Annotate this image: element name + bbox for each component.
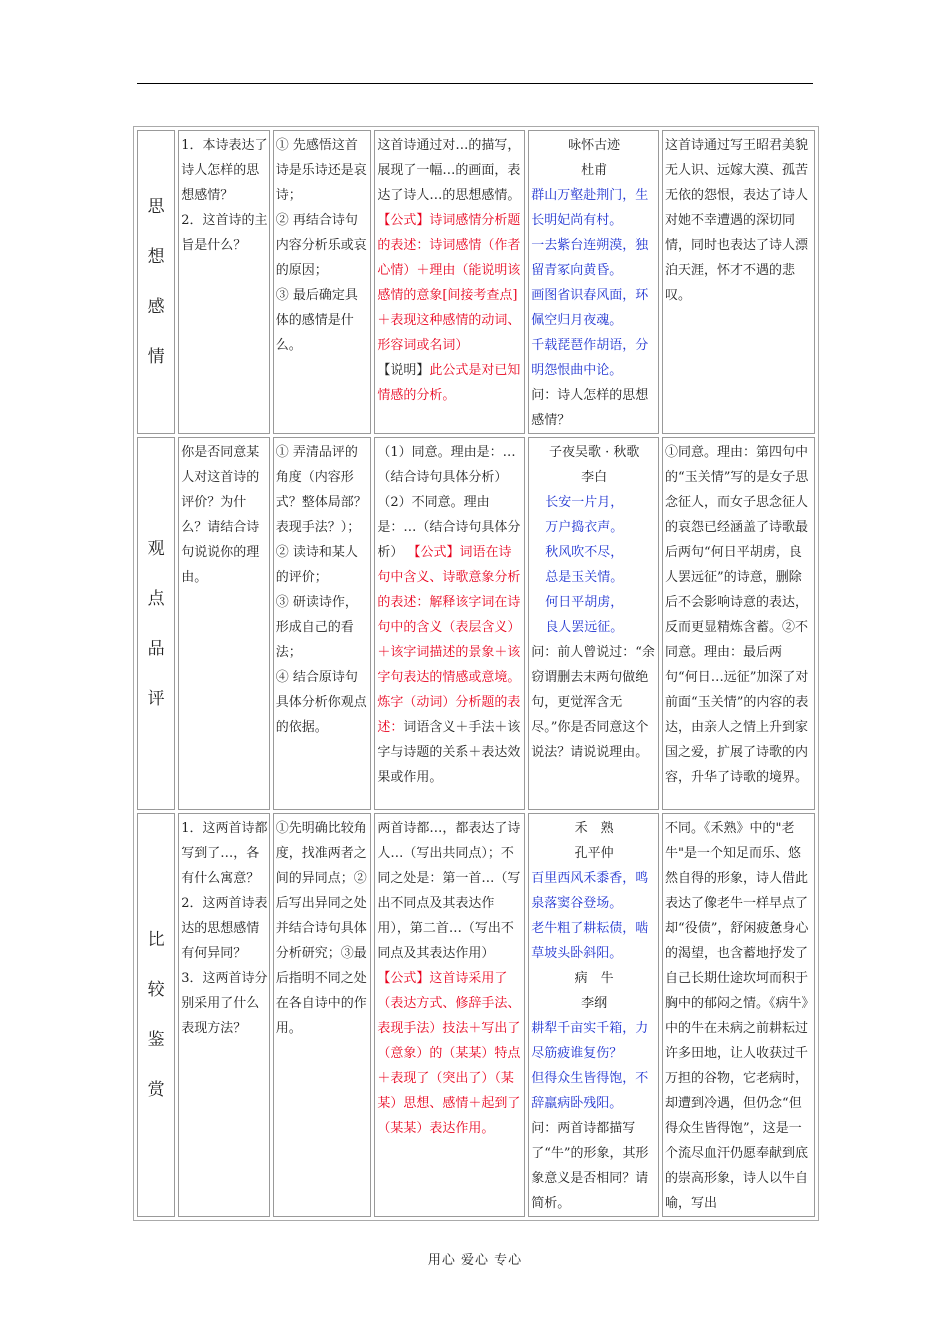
table-row-comparison <box>137 813 815 1217</box>
steps-cell: ①先明确比较角度，找准两者之间的异同点；②后写出异同之处并结合诗句具体分析研究；③最后指明不同之处在各自诗中的作用。 <box>273 813 372 1217</box>
poem-cell: 子夜吴歌 · 秋歌 李白 长安一片月， 万户捣衣声。 秋风吹不尽， 总是玉关情。 何日平胡虏， 良人罢远征。 问：前人曾说过：“余窃谓删去末两句做绝句，更觉浑含无尽。”你是否同意这个说法？请说说理由。 <box>528 437 659 810</box>
answer-cell: 这首诗通过写王昭君美貌无人识、远嫁大漠、孤苦无依的怨恨，表达了诗人对她不幸遭遇的深切同情，同时也表达了诗人漂泊天涯，怀才不遇的悲叹。 <box>662 130 815 434</box>
category-cell: 比 较 鉴 赏 <box>137 813 175 1217</box>
page-footer: 用心 爱心 专心 <box>427 1253 523 1268</box>
question-cell: 1．这两首诗都写到了…，各有什么寓意？ 2．这两首诗表达的思想感情有何异同？ 3．这两首诗分别采用了什么表现方法？ <box>178 813 270 1217</box>
table-row-opinion <box>137 437 815 810</box>
template-cell: 这首诗通过对…的描写，展现了一幅…的画面，表达了诗人…的思想感情。 【公式】诗词感情分析题的表述：诗词感情（作者心情）＋理由（能说明该感情的意象[间接考查点]＋表现这种感情的动词、形容词或名词） 【说明】此公式是对已知情感的分析。 <box>374 130 525 434</box>
header-rule <box>137 83 813 84</box>
category-cell: 观 点 品 评 <box>137 437 175 810</box>
poetry-answer-table <box>133 126 819 1221</box>
answer-cell: ①同意。理由：第四句中的“玉关情”写的是女子思念征人，而女子思念征人的哀怨已经涵盖了诗歌最后两句“何日平胡虏，良人罢远征”的诗意，删除后不会影响诗意的表达，反而更显精炼含蓄。②不同意。理由：最后两句“何日…远征”加深了对前面“玉关情”的内容的表达，由亲人之情上升到家国之爱，扩展了诗歌的内容，升华了诗歌的境界。 <box>662 437 815 810</box>
question-cell: 1．本诗表达了诗人怎样的思想感情？ 2．这首诗的主旨是什么？ <box>178 130 270 434</box>
template-cell: （1）同意。理由是：…（结合诗句具体分析）（2）不同意。理由是：…（结合诗句具体分析） 【公式】词语在诗句中含义、诗歌意象分析的表述：解释该字词在诗句中的含义（表层含义）＋该字词描述的景象＋该字句表达的情感或意境。 炼字（动词）分析题的表述：词语含义＋手法＋该字与诗题的关系＋表达效果或作用。 <box>374 437 525 810</box>
poem-cell: 咏怀古迹 杜甫 群山万壑赴荆门，生长明妃尚有村。 一去紫台连朔漠，独留青冢向黄昏。 画图省识春风面，环佩空归月夜魂。 千载琵琶作胡语，分明怨恨曲中论。 问：诗人怎样的思想感情？ <box>528 130 659 434</box>
template-cell: 两首诗都…，都表达了诗人…（写出共同点）；不同之处是：第一首…（写出不同点及其表达作用），第二首…（写出不同点及其表达作用） 【公式】这首诗采用了（表达方式、修辞手法、表现手法）技法＋写出了（意象）的（某某）特点＋表现了（突出了）（某某）思想、感情＋起到了（某某）表达作用。 <box>374 813 525 1217</box>
answer-cell: 不同。《禾熟》中的"老牛"是一个知足而乐、悠然自得的形象，诗人借此表达了像老牛一样早点了却“役债”，舒闲疲惫身心的渴望，也含蓄地抒发了自己长期仕途坎坷而积于胸中的郁闷之情。《病牛》中的牛在未病之前耕耘过许多田地，让人收获过千万担的谷物，它老病时，却遭到冷遇，但仍念“但得众生皆得饱”，这是一个流尽血汗仍愿奉献到底的崇高形象，诗人以牛自喻，写出 <box>662 813 815 1217</box>
poem-cell: 禾 熟 孔平仲 百里西风禾黍香，鸣泉落窦谷登场。 老牛粗了耕耘债，啮草坡头卧斜阳。 病 牛 李纲 耕犁千亩实千箱，力尽筋疲谁复伤？ 但得众生皆得饱，不辞羸病卧残阳。 问：两首诗都描写了“牛”的形象，其形象意义是否相同？请简析。 <box>528 813 659 1217</box>
category-cell: 思 想 感 情 <box>137 130 175 434</box>
question-cell: 你是否同意某人对这首诗的评价？为什么？请结合诗句说说你的理由。 <box>178 437 270 810</box>
steps-cell: ① 弄清品评的角度（内容形式？整体局部？表现手法？）； ② 读诗和某人的评价； ③ 研读诗作，形成自己的看法； ④ 结合原诗句具体分析你观点的依据。 <box>273 437 372 810</box>
steps-cell: ① 先感悟这首诗是乐诗还是哀诗； ② 再结合诗句内容分析乐或哀的原因； ③ 最后确定具体的感情是什么。 <box>273 130 372 434</box>
table-row-emotion <box>137 130 815 434</box>
